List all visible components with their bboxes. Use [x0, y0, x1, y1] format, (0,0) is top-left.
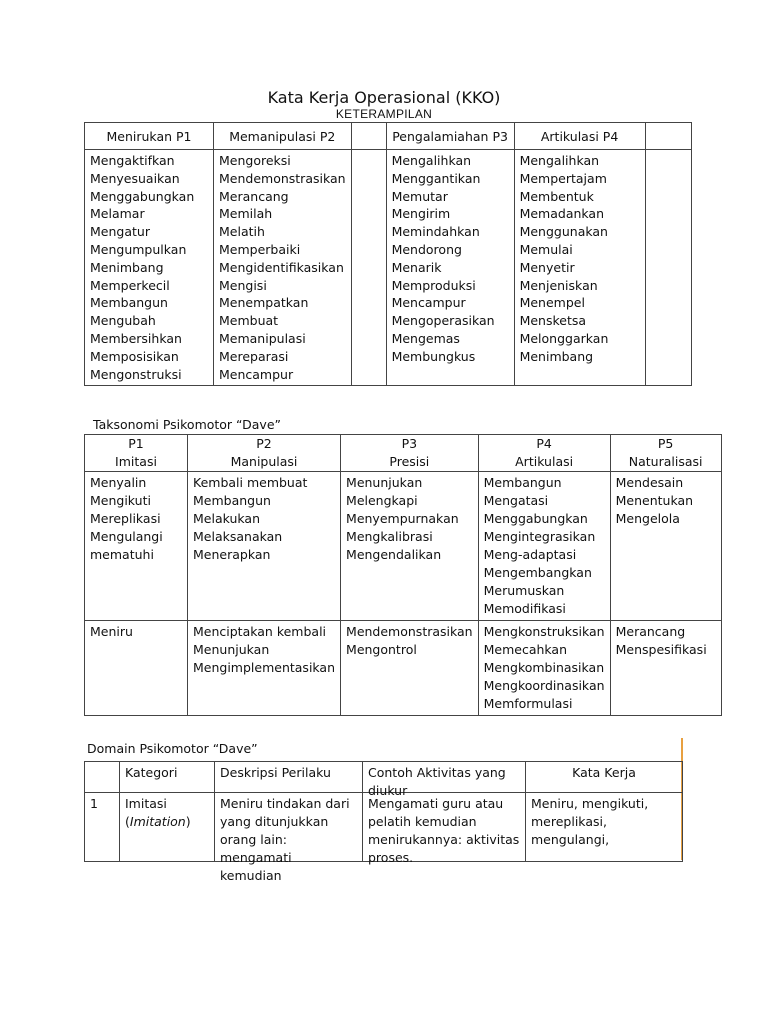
verb-item: Menempel [519, 295, 585, 311]
level-name: Presisi [389, 454, 430, 469]
domain-header-row [85, 762, 683, 793]
domain-kata-kerja: Meniru, mengikuti, mereplikasi, mengulangi, [526, 793, 683, 862]
verb-item: Mengubah [90, 313, 156, 329]
verb-item: Memperbaiki [219, 241, 301, 257]
kko-header-cell [351, 123, 386, 150]
kategori-english: Imitation [129, 814, 186, 829]
domain-heading: Domain Psikomotor “Dave” [87, 741, 258, 756]
verb-item: Menyesuaikan [90, 170, 180, 186]
verb-item: Menyalin [90, 475, 147, 490]
verb-item: Menggabungkan [483, 511, 588, 526]
kko-body-row [85, 150, 692, 386]
kko-column [85, 150, 214, 386]
domain-header-cell: Kata Kerja [526, 762, 683, 793]
verb-item: Mengoperasikan [391, 313, 495, 329]
verb-item: mematuhi [90, 547, 154, 562]
verb-item: Mengkonstruksikan [483, 624, 605, 639]
verb-item: Mengimplementasikan [193, 660, 336, 675]
domain-kategori: Imitasi (Imitation) [120, 793, 215, 862]
dave-cell [85, 621, 188, 716]
kko-header-cell: Pengalamiahan P3 [386, 123, 514, 150]
verb-item: Melamar [90, 206, 145, 222]
dave-cell [341, 472, 479, 621]
verb-item: Membentuk [519, 188, 594, 204]
verb-item: Menspesifikasi [615, 642, 707, 657]
dave-header-cell [341, 435, 479, 472]
verb-item: Memulai [519, 241, 573, 257]
verb-item: Mengemas [391, 330, 460, 346]
verb-item: Membuat [219, 313, 279, 329]
dave-header-row [85, 435, 722, 472]
level-code: P4 [536, 436, 552, 451]
verb-item: Membersihkan [90, 330, 182, 346]
dave-cell [610, 472, 721, 621]
verb-item: Menunjukan [346, 475, 423, 490]
verb-item: Memecahkan [483, 642, 568, 657]
verb-item: Menerapkan [193, 547, 271, 562]
verb-item: Mengonstruksi [90, 366, 182, 382]
dave-header-cell [188, 435, 341, 472]
verb-item: Merumuskan [483, 583, 565, 598]
verb-item: Membangun [483, 475, 562, 490]
verb-item: Menggabungkan [90, 188, 195, 204]
dave-row [85, 621, 722, 716]
verb-item: Mengendalikan [346, 547, 442, 562]
verb-item: Mengirim [391, 206, 451, 222]
verb-item: Mendorong [391, 241, 462, 257]
domain-deskripsi: Meniru tindakan dari yang ditunjukkan orang lain: mengamati kemudian [215, 793, 363, 862]
verb-item: Melonggarkan [519, 330, 609, 346]
verb-item: Mengintegrasikan [483, 529, 596, 544]
dave-header-cell [85, 435, 188, 472]
verb-item: Mengontrol [346, 642, 417, 657]
verb-item: Memperkecil [90, 277, 170, 293]
verb-item: Menciptakan kembali [193, 624, 327, 639]
level-code: P3 [401, 436, 418, 451]
verb-item: Mengumpulkan [90, 241, 187, 257]
verb-item: Memformulasi [483, 696, 573, 711]
verb-item: Menyempurnakan [346, 511, 459, 526]
verb-item: Memilah [219, 206, 273, 222]
dave-header-cell [478, 435, 610, 472]
dave-cell [188, 621, 341, 716]
verb-item: Menentukan [615, 493, 694, 508]
verb-item: Mengidentifikasikan [219, 259, 344, 275]
page-title: Kata Kerja Operasional (KKO) [267, 88, 501, 107]
verb-item: Mereparasi [219, 348, 289, 364]
verb-item: Mempertajam [519, 170, 607, 186]
page-subtitle: KETERAMPILAN [335, 107, 433, 121]
verb-item: Membangun [90, 295, 168, 311]
verb-item: Mengatur [90, 224, 150, 240]
verb-item: Membungkus [391, 348, 476, 364]
verb-item: Menjeniskan [519, 277, 598, 293]
kko-column [645, 150, 691, 386]
verb-item: Mengkoordinasikan [483, 678, 605, 693]
verb-item: Meniru [90, 624, 133, 639]
verb-item: Mencampur [219, 366, 294, 382]
domain-table [84, 761, 683, 883]
verb-item: Memproduksi [391, 277, 476, 293]
verb-item: Membangun [193, 493, 271, 508]
verb-item: Mengkalibrasi [346, 529, 433, 544]
domain-header-cell [85, 762, 120, 793]
dave-cell [188, 472, 341, 621]
verb-item: Melakukan [193, 511, 260, 526]
dave-taxonomy-table [84, 434, 722, 716]
verb-item: Menunjukan [193, 642, 270, 657]
verb-item: Melaksanakan [193, 529, 283, 544]
verb-item: Mengatasi [483, 493, 549, 508]
verb-item: Merancang [219, 188, 289, 204]
level-name: Imitasi [115, 454, 157, 469]
dave-row [85, 472, 722, 621]
verb-item: Memposisikan [90, 348, 179, 364]
level-name: Artikulasi [515, 454, 574, 469]
domain-row [85, 793, 683, 862]
verb-item: Mengkombinasikan [483, 660, 605, 675]
domain-header-cell: Kategori [120, 762, 215, 793]
verb-item: Mengalihkan [391, 153, 472, 168]
verb-item: Memindahkan [391, 224, 480, 240]
verb-item: Menimbang [90, 259, 164, 275]
dave-cell [85, 472, 188, 621]
verb-item: Mendemonstrasikan [346, 624, 473, 639]
kko-column [386, 150, 514, 386]
kko-table [84, 122, 692, 386]
kko-column [214, 150, 352, 386]
dave-cell [478, 472, 610, 621]
level-code: P2 [256, 436, 272, 451]
verb-item: Meng-adaptasi [483, 547, 577, 562]
level-name: Naturalisasi [628, 454, 703, 469]
verb-item: Mengulangi [90, 529, 163, 544]
verb-item: Memodifikasi [483, 601, 566, 616]
verb-item: Menimbang [519, 348, 594, 364]
verb-item: Mengoreksi [219, 153, 291, 168]
verb-item: Mengelola [615, 511, 680, 526]
verb-item: Melengkapi [346, 493, 418, 508]
dave-cell [478, 621, 610, 716]
kko-header-cell [645, 123, 691, 150]
level-code: P5 [657, 436, 674, 451]
verb-item: Melatih [219, 224, 265, 240]
verb-item: Memutar [391, 188, 448, 204]
kko-header-cell: Memanipulasi P2 [214, 123, 352, 150]
verb-item: Menarik [391, 259, 442, 275]
verb-item: Memanipulasi [219, 330, 306, 346]
dave-cell [610, 621, 721, 716]
verb-item: Mengikuti [90, 493, 151, 508]
kko-header-cell: Menirukan P1 [85, 123, 214, 150]
verb-item: Menempatkan [219, 295, 309, 311]
verb-item: Menggunakan [519, 224, 608, 240]
verb-item: Mengaktifkan [90, 153, 175, 168]
verb-item: Mendemonstrasikan [219, 170, 346, 186]
verb-item: Mencampur [391, 295, 466, 311]
dave-cell [341, 621, 479, 716]
level-name: Manipulasi [230, 454, 298, 469]
verb-item: Mengembangkan [483, 565, 592, 580]
verb-item: Menyetir [519, 259, 575, 275]
verb-item: Mengisi [219, 277, 267, 293]
verb-item: Mengalihkan [519, 153, 600, 168]
verb-item: Merancang [615, 624, 686, 639]
dave-header-cell [610, 435, 721, 472]
domain-header-cell: Contoh Aktivitas yang diukur [363, 762, 526, 793]
verb-item: Menggantikan [391, 170, 481, 186]
verb-item: Mendesain [615, 475, 684, 490]
verb-item: Mensketsa [519, 313, 587, 329]
kko-column [514, 150, 645, 386]
domain-contoh: Mengamati guru atau pelatih kemudian menirukannya: aktivitas proses. [363, 793, 526, 862]
verb-item: Kembali membuat [193, 475, 308, 490]
dave-taxonomy-heading: Taksonomi Psikomotor “Dave” [93, 417, 281, 432]
level-code: P1 [128, 436, 144, 451]
domain-header-cell: Deskripsi Perilaku [215, 762, 363, 793]
kko-header-row [85, 123, 692, 150]
verb-item: Memadankan [519, 206, 605, 222]
verb-item: Mereplikasi [90, 511, 161, 526]
kko-column [351, 150, 386, 386]
kko-header-cell: Artikulasi P4 [514, 123, 645, 150]
domain-row-number: 1 [85, 793, 120, 862]
